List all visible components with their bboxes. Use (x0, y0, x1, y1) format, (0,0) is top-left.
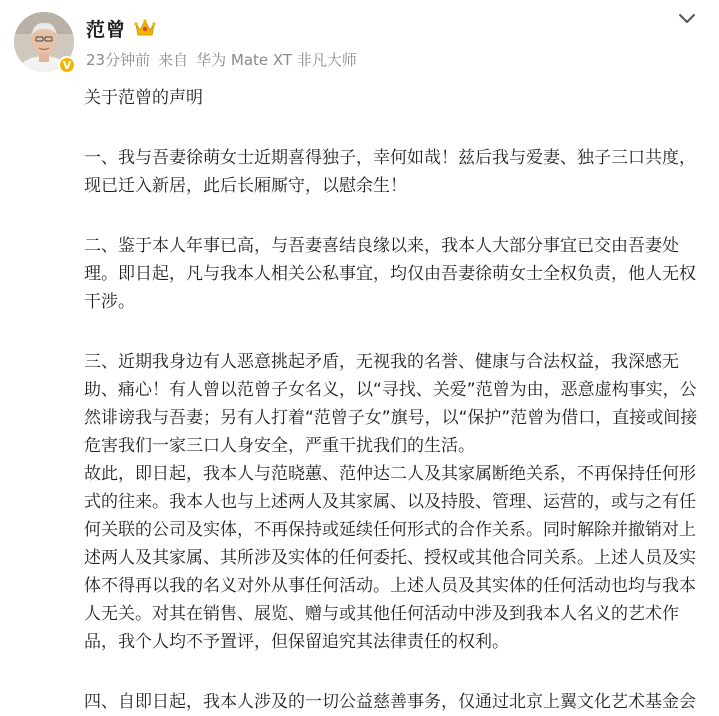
statement-paragraph-2: 二、鉴于本人年事已高，与吾妻喜结良缘以来，我本人大部分事宜已交由吾妻处理。即日起，凡与我本人相关公私事宜，均仅由吾妻徐萌女士全权负责，他人无权干涉。 (84, 236, 696, 312)
post-source-prefix: 来自 (158, 51, 189, 69)
post-time: 23分钟前 (86, 51, 151, 69)
crown-icon[interactable] (134, 18, 156, 38)
statement-paragraph-1: 一、我与吾妻徐萌女士近期喜得独子，幸何如哉！兹后我与爱妻、独子三口共度，现已迁入新居，此后长厢厮守，以慰余生！ (84, 148, 696, 196)
statement-paragraph-4: 故此，即日起，我本人与范晓蕙、范仲达二人及其家属断绝关系，不再保持任何形式的往来。我本人也与上述两人及其家属、以及持股、管理、运营的，或与之有任何关联的公司及实体，不再保持或延续任何形式的合作关系。同时解除并撤销对上述两人及其家属、其所涉及实体的任何委托、授权或其他合同关系。上述人员及实体不得再以我的名义对外从事任何活动。上述人员及其实体的任何活动也均与我本人无关。对其在销售、展览、赠与或其他任何活动中涉及到我本人名义的艺术作品，我个人均不予置评，但保留追究其法律责任的权利。 (84, 464, 696, 652)
chevron-down-icon[interactable] (677, 12, 697, 26)
post-device[interactable]: 华为 Mate XT 非凡大师 (196, 51, 357, 69)
verified-v-icon: V (58, 56, 76, 74)
statement-paragraph-5: 四、自即日起，我本人涉及的一切公益慈善事务，仅通过北京上翼文化艺术基金会 (84, 692, 696, 712)
statement-title: 关于范曾的声明 (84, 88, 203, 108)
username-row (86, 14, 156, 42)
username[interactable]: 范曾 (86, 18, 127, 41)
avatar[interactable] (14, 12, 74, 72)
statement-paragraph-3: 三、近期我身边有人恶意挑起矛盾，无视我的名誉、健康与合法权益，我深感无助、痛心！有人曾以范曾子女名义，以“寻找、关爱”范曾为由，恶意虚构事实，公然诽谤我与吾妻；另有人打着“范曾子女”旗号，以“保护”范曾为借口，直接或间接危害我们一家三口人身安全，严重干扰我们的生活。 (84, 352, 698, 456)
post-content (84, 84, 700, 716)
post-meta (86, 49, 357, 70)
